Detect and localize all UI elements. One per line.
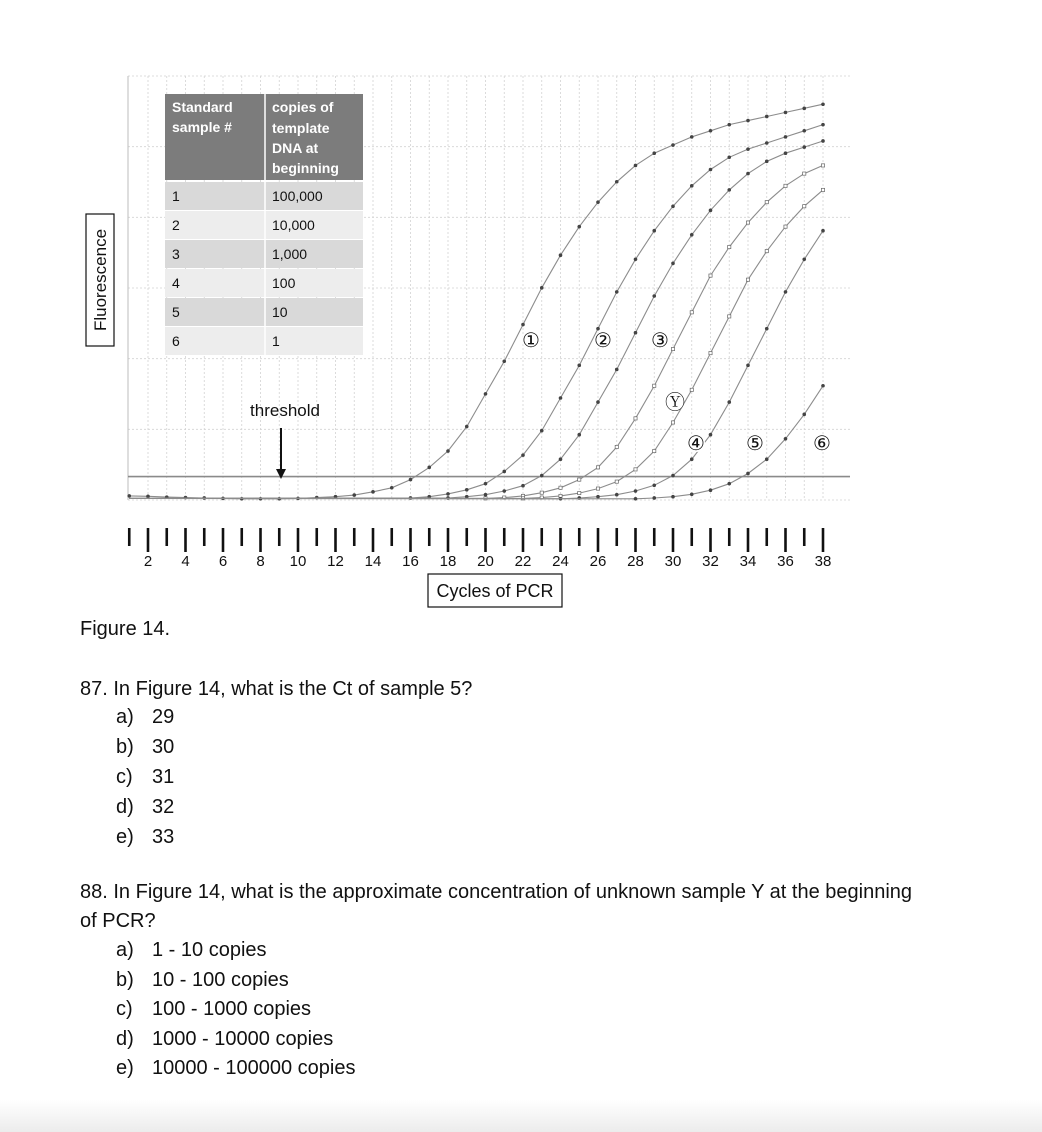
x-tick-label: 20 xyxy=(477,553,494,570)
answer-option xyxy=(116,796,174,819)
x-tick-label: 16 xyxy=(402,553,419,570)
series-point-1 xyxy=(746,119,750,123)
series-point-1 xyxy=(502,359,506,363)
series-point-1 xyxy=(390,486,394,490)
table-row xyxy=(165,298,363,326)
series-point-1 xyxy=(671,143,675,147)
curve-label-7: ⑥ xyxy=(813,431,831,455)
table-cell-sample: 2 xyxy=(172,217,180,233)
series-point-3 xyxy=(746,172,750,176)
series-point-6 xyxy=(690,492,694,496)
series-point-1 xyxy=(427,466,431,470)
answer-option xyxy=(116,1028,333,1051)
standards-table xyxy=(165,94,363,355)
curve-label-3: ③ xyxy=(651,328,669,352)
x-tick-label: 38 xyxy=(814,553,832,570)
table-header-2-line: copies of xyxy=(272,99,334,115)
series-point-Y xyxy=(634,417,637,420)
x-tick-label: 6 xyxy=(218,553,228,570)
series-point-4 xyxy=(671,421,674,424)
series-point-3 xyxy=(652,294,656,298)
y-axis-label-box xyxy=(86,214,114,346)
series-point-1 xyxy=(540,286,544,290)
series-point-1 xyxy=(146,495,150,499)
x-axis-ticks xyxy=(129,528,823,552)
answer-text: 32 xyxy=(152,796,175,818)
series-point-4 xyxy=(746,278,749,281)
series-point-2 xyxy=(615,290,619,294)
answer-letter: e) xyxy=(116,1057,134,1079)
series-point-2 xyxy=(765,141,769,145)
series-point-1 xyxy=(596,200,600,204)
series-point-Y xyxy=(615,445,618,448)
table-cell-sample: 1 xyxy=(172,188,180,204)
answer-text: 1000 - 10000 copies xyxy=(152,1027,334,1050)
series-point-Y xyxy=(728,245,731,248)
answer-text: 10000 - 100000 copies xyxy=(152,1057,356,1079)
series-point-1 xyxy=(634,164,638,168)
table-cell-copies: 10 xyxy=(272,304,288,320)
x-tick-label: 26 xyxy=(589,553,607,570)
question-87: 87. In Figure 14, what is the Ct of sample 5? xyxy=(80,678,473,700)
table-header-2-line: beginning xyxy=(272,160,339,176)
series-point-2 xyxy=(709,168,713,172)
series-point-2 xyxy=(577,364,581,368)
series-point-4 xyxy=(803,205,806,208)
series-point-Y xyxy=(784,184,787,187)
x-tick-label: 34 xyxy=(739,553,757,570)
answer-text: 29 xyxy=(152,706,175,728)
series-point-3 xyxy=(690,233,694,237)
curve-label-6: ⑤ xyxy=(746,431,764,455)
series-point-3 xyxy=(577,433,581,437)
series-point-5 xyxy=(709,433,713,437)
answer-text: 1 - 10 copies xyxy=(152,939,267,961)
answer-letter: b) xyxy=(116,736,134,758)
series-point-2 xyxy=(652,229,656,233)
series-point-3 xyxy=(727,188,731,192)
series-point-3 xyxy=(615,368,619,372)
series-point-2 xyxy=(671,204,675,208)
x-tick-label: 36 xyxy=(777,553,794,570)
table-row xyxy=(165,269,363,297)
series-point-4 xyxy=(596,487,599,490)
series-point-5 xyxy=(727,400,731,404)
table-cell-sample: 3 xyxy=(172,246,180,262)
series-point-2 xyxy=(521,453,525,457)
answer-option xyxy=(116,736,174,759)
series-point-4 xyxy=(578,491,581,494)
series-point-5 xyxy=(765,327,769,331)
series-point-5 xyxy=(652,484,656,488)
series-point-3 xyxy=(821,139,825,143)
series-point-4 xyxy=(728,315,731,318)
x-tick-label: 14 xyxy=(364,553,382,570)
series-point-6 xyxy=(727,482,731,486)
table-row xyxy=(165,182,363,210)
answer-letter: a) xyxy=(116,939,134,961)
x-tick-label: 24 xyxy=(552,553,569,570)
curve-label-2: ② xyxy=(594,328,612,352)
series-point-Y xyxy=(540,491,543,494)
table-cell-copies: 100 xyxy=(272,275,296,291)
answer-option xyxy=(116,766,174,789)
series-point-5 xyxy=(746,364,750,368)
answer-option xyxy=(116,998,311,1021)
question-88-line-1: 88. In Figure 14, what is the approximate concentration of unknown sample Y at the beginning xyxy=(80,881,913,903)
answer-text: 33 xyxy=(152,826,175,848)
answer-text: 100 - 1000 copies xyxy=(152,998,312,1020)
answer-option xyxy=(116,826,174,849)
threshold-label: threshold xyxy=(250,401,320,420)
x-tick-label: 12 xyxy=(327,553,344,570)
series-point-1 xyxy=(821,102,825,106)
series-point-6 xyxy=(652,496,656,500)
x-axis-label: Cycles of PCR xyxy=(436,581,554,601)
x-tick-label: 22 xyxy=(514,553,532,570)
series-point-Y xyxy=(803,172,806,175)
series-point-3 xyxy=(765,160,769,164)
series-point-5 xyxy=(615,493,619,497)
answer-letter: d) xyxy=(116,796,134,818)
x-tick-label: 18 xyxy=(439,553,457,570)
series-point-Y xyxy=(671,347,674,350)
x-tick-label: 30 xyxy=(664,553,682,570)
series-point-1 xyxy=(446,449,450,453)
series-point-6 xyxy=(709,488,713,492)
table-cell-sample: 4 xyxy=(172,275,180,291)
series-point-1 xyxy=(652,151,656,155)
series-point-4 xyxy=(821,188,824,191)
answer-text: 31 xyxy=(152,766,175,788)
series-point-2 xyxy=(802,129,806,133)
series-point-1 xyxy=(559,253,563,257)
series-point-3 xyxy=(634,331,638,335)
series-point-4 xyxy=(653,449,656,452)
answer-letter: b) xyxy=(116,968,134,991)
series-point-6 xyxy=(784,437,788,441)
x-tick-label: 32 xyxy=(702,553,719,570)
series-point-2 xyxy=(746,147,750,151)
series-point-4 xyxy=(784,225,787,228)
answer-letter: e) xyxy=(116,826,134,848)
series-point-4 xyxy=(615,480,618,483)
series-point-6 xyxy=(671,495,675,499)
series-point-1 xyxy=(371,490,375,494)
series-point-2 xyxy=(502,470,506,474)
series-point-4 xyxy=(709,352,712,355)
series-point-2 xyxy=(821,123,825,127)
series-point-Y xyxy=(709,274,712,277)
table-header-2-line: DNA at xyxy=(272,140,319,156)
series-point-Y xyxy=(559,486,562,489)
series-point-3 xyxy=(502,489,506,493)
series-point-6 xyxy=(634,497,638,501)
series-point-2 xyxy=(690,184,694,188)
series-point-5 xyxy=(784,290,788,294)
series-point-Y xyxy=(690,311,693,314)
series-point-5 xyxy=(802,257,806,261)
series-point-1 xyxy=(709,129,713,133)
series-point-1 xyxy=(352,493,356,497)
answer-option xyxy=(116,969,289,992)
question-88-line-2: of PCR? xyxy=(80,910,156,932)
series-point-Y xyxy=(596,466,599,469)
table-cell-copies: 1 xyxy=(272,333,280,349)
series-point-5 xyxy=(596,495,600,499)
x-tick-labels xyxy=(144,553,832,570)
table-cell-sample: 5 xyxy=(172,304,180,320)
series-point-1 xyxy=(727,123,731,127)
answer-text: 30 xyxy=(152,736,175,758)
series-point-1 xyxy=(802,107,806,111)
series-point-1 xyxy=(615,180,619,184)
series-point-6 xyxy=(765,457,769,461)
table-cell-copies: 1,000 xyxy=(272,246,308,262)
series-point-2 xyxy=(446,492,450,496)
series-point-1 xyxy=(465,425,469,429)
figure-caption: Figure 14. xyxy=(80,618,171,640)
answer-letter: d) xyxy=(116,1027,134,1050)
series-point-5 xyxy=(821,229,825,233)
table-row xyxy=(165,240,363,268)
x-tick-label: 8 xyxy=(256,553,265,570)
series-point-6 xyxy=(746,472,750,476)
answer-option xyxy=(116,706,174,729)
answer-option xyxy=(116,939,267,962)
series-point-4 xyxy=(690,388,693,391)
series-point-2 xyxy=(559,396,563,400)
x-tick-label: 10 xyxy=(289,553,307,570)
table-row xyxy=(165,327,363,355)
series-point-3 xyxy=(709,209,713,213)
series-point-2 xyxy=(727,155,731,159)
series-point-2 xyxy=(465,488,469,492)
curve-label-5: ④ xyxy=(687,431,705,455)
series-point-Y xyxy=(746,221,749,224)
page-bottom-fade xyxy=(0,1100,1042,1132)
series-point-Y xyxy=(653,384,656,387)
table-cell-sample: 6 xyxy=(172,333,180,349)
series-point-1 xyxy=(127,494,131,498)
answer-letter: c) xyxy=(116,998,133,1020)
series-point-3 xyxy=(596,400,600,404)
series-point-6 xyxy=(821,384,825,388)
answer-text: 10 - 100 copies xyxy=(152,968,289,991)
series-point-Y xyxy=(578,478,581,481)
series-point-3 xyxy=(559,457,563,461)
series-point-5 xyxy=(671,474,675,478)
table-header-2-line: template xyxy=(272,120,330,136)
series-point-5 xyxy=(690,457,694,461)
series-point-2 xyxy=(484,482,488,486)
table-row xyxy=(165,211,363,239)
answer-letter: a) xyxy=(116,706,134,728)
series-point-1 xyxy=(765,115,769,119)
x-tick-label: 28 xyxy=(627,553,644,570)
series-point-3 xyxy=(540,474,544,478)
series-point-1 xyxy=(521,323,525,327)
y-axis-label: Fluorescence xyxy=(91,228,110,332)
series-point-3 xyxy=(802,145,806,149)
curve-label-1: ① xyxy=(522,328,540,352)
series-point-1 xyxy=(484,392,488,396)
answer-letter: c) xyxy=(116,766,133,788)
table-header-1-line: sample # xyxy=(172,119,232,135)
series-point-Y xyxy=(821,164,824,167)
x-axis-label-box xyxy=(428,574,562,607)
series-point-3 xyxy=(521,484,525,488)
table-cell-copies: 10,000 xyxy=(272,217,315,233)
series-point-4 xyxy=(634,468,637,471)
series-point-3 xyxy=(484,493,488,497)
answer-option xyxy=(116,1057,356,1080)
series-point-5 xyxy=(634,489,638,493)
curve-label-4: Ⓨ xyxy=(665,390,685,414)
series-point-1 xyxy=(577,225,581,229)
series-point-2 xyxy=(784,135,788,139)
x-tick-label: 2 xyxy=(143,553,153,570)
series-point-Y xyxy=(765,201,768,204)
series-point-1 xyxy=(784,111,788,115)
table-cell-copies: 100,000 xyxy=(272,188,323,204)
series-point-1 xyxy=(690,135,694,139)
series-point-2 xyxy=(540,429,544,433)
series-point-3 xyxy=(671,262,675,266)
series-point-1 xyxy=(409,478,413,482)
table-header-1-line: Standard xyxy=(172,99,233,115)
x-tick-label: 4 xyxy=(181,553,190,570)
series-point-6 xyxy=(802,413,806,417)
series-point-4 xyxy=(765,250,768,253)
series-point-2 xyxy=(634,257,638,261)
series-point-3 xyxy=(784,151,788,155)
